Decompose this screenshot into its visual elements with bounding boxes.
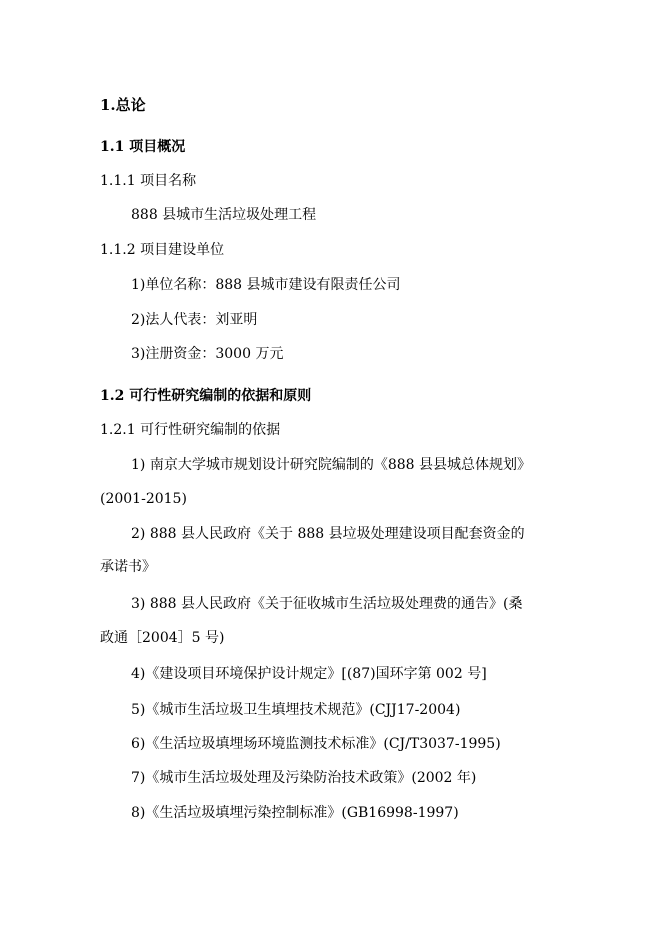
basis-item-1-line2: (2001-2015) <box>100 491 187 507</box>
registered-capital-item: 3)注册资金：3000 万元 <box>131 346 284 362</box>
subsection-1-1-2-title: 1.1.2 项目建设单位 <box>100 242 225 258</box>
basis-item-3-line2: 政通［2004］5 号) <box>100 630 225 646</box>
basis-item-4: 4)《建设项目环境保护设计规定》[(87)国环字第 002 号] <box>131 666 487 682</box>
unit-name-item: 1)单位名称：888 县城市建设有限责任公司 <box>131 277 401 293</box>
section-1-2-title: 1.2 可行性研究编制的依据和原则 <box>100 388 312 404</box>
section-1-1-title: 1.1 项目概况 <box>100 139 186 155</box>
basis-item-8: 8)《生活垃圾填埋污染控制标准》(GB16998-1997) <box>131 805 459 821</box>
basis-item-7: 7)《城市生活垃圾处理及污染防治技术政策》(2002 年) <box>131 770 477 786</box>
basis-item-5: 5)《城市生活垃圾卫生填埋技术规范》(CJJ17-2004) <box>131 702 461 718</box>
heading-1: 1.总论 <box>100 96 146 114</box>
legal-rep-item: 2)法人代表：刘亚明 <box>131 312 258 328</box>
subsection-1-2-1-title: 1.2.1 可行性研究编制的依据 <box>100 422 281 438</box>
basis-item-1-line1: 1) 南京大学城市规划设计研究院编制的《888 县县城总体规划》 <box>131 457 531 473</box>
subsection-1-1-1-title: 1.1.1 项目名称 <box>100 173 197 189</box>
basis-item-6: 6)《生活垃圾填埋场环境监测技术标准》(CJ/T3037-1995) <box>131 736 501 752</box>
basis-item-2-line2: 承诺书》 <box>100 559 156 575</box>
project-name: 888 县城市生活垃圾处理工程 <box>131 207 317 223</box>
basis-item-3-line1: 3) 888 县人民政府《关于征收城市生活垃圾处理费的通告》(桑 <box>131 596 523 612</box>
basis-item-2-line1: 2) 888 县人民政府《关于 888 县垃圾处理建设项目配套资金的 <box>131 526 525 542</box>
